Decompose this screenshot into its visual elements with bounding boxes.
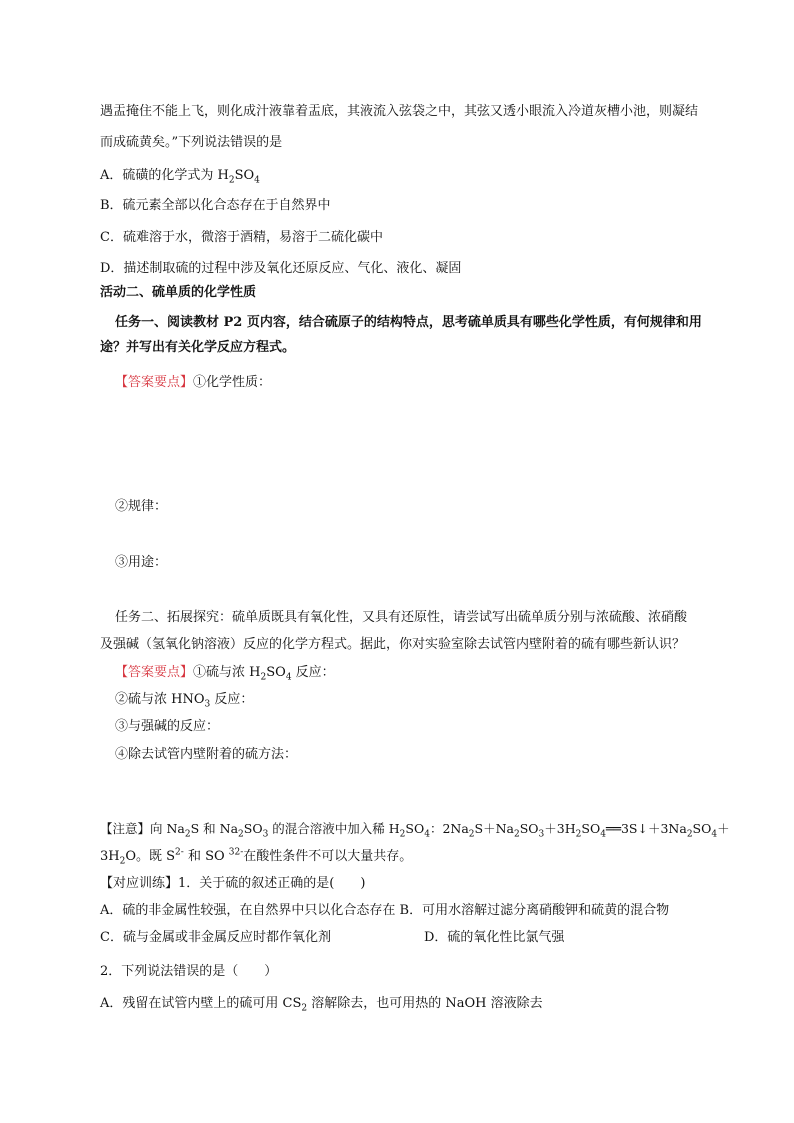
task-two-line-1: 任务二、拓展探究：硫单质既具有氧化性，又具有还原性，请尝试写出硫单质分别与浓硫酸、浓硝酸	[115, 610, 688, 625]
task-two-answer-item-1: 【答案要点】①硫与浓 $H_2SO_4$ 反应：	[115, 665, 335, 683]
task-two-answer-item-3: ③与强碱的反应：	[115, 719, 220, 734]
option-b: B．硫元素全部以化合态存在于自然界中	[100, 198, 331, 213]
task-two-answer-item-4: ④除去试管内壁附着的硫方法：	[115, 747, 298, 762]
task-one-line-2: 途？并写出有关化学反应方程式。	[100, 340, 296, 355]
answer-key-tag: 【答案要点】	[115, 375, 194, 390]
option-a: A．硫磺的化学式为 $H_2SO_4$	[100, 168, 260, 186]
task-one-line-1: 任务一、阅读教材 P2 页内容，结合硫原子的结构特点，思考硫单质具有哪些化学性质，有何规律和用	[115, 315, 702, 330]
option-c: C．硫难溶于水，微溶于酒精，易溶于二硫化碳中	[100, 230, 383, 245]
training-question-2: 2．下列说法错误的是（ ）	[100, 964, 278, 979]
task-one-answer-item-1: 【答案要点】①化学性质：	[115, 375, 272, 390]
passage-line-2: 而成硫黄矣。”下列说法错误的是	[100, 135, 283, 150]
note-line-1: 【注意】向 $Na_2S$ 和 $Na_2SO_3$ 的混合溶液中加入稀 $H_2SO_4$：$2Na_2S+Na_2SO_3+3H_2SO_4══3S↓+3Na_2SO_4+$	[100, 821, 730, 840]
task-two-line-2: 及强碱（氢氧化钠溶液）反应的化学方程式。据此，你对实验室除去试管内壁附着的硫有哪些新认识？	[100, 637, 686, 652]
training-question-1: 【对应训练】1．关于硫的叙述正确的是( )	[100, 876, 366, 891]
training-q1-option-ab: A．硫的非金属性较强，在自然界中只以化合态存在 B．可用水溶解过滤分离硝酸钾和硫黄的混合物	[100, 903, 670, 918]
task-two-answer-item-2: ②硫与浓 $HNO_3$ 反应：	[115, 692, 254, 710]
answer-key-tag: 【答案要点】	[115, 665, 194, 680]
training-q1-option-d: D．硫的氧化性比氯气强	[424, 930, 565, 945]
note-line-2: $3H_2O$。既 $S^{2-}$ 和 SO $^{32-}$在酸性条件不可以大量共存。	[100, 847, 413, 867]
option-d: D．描述制取硫的过程中涉及氧化还原反应、气化、液化、凝固	[100, 261, 462, 276]
task-one-answer-item-3: ③用途：	[115, 555, 168, 570]
passage-line-1: 遇盂掩住不能上飞，则化成汁液靠着盂底，其液流入弦袋之中，其弦又透小眼流入冷道灰槽小池，则凝结	[100, 104, 699, 119]
task-one-answer-item-2: ②规律：	[115, 499, 168, 514]
activity-two-title: 活动二、硫单质的化学性质	[100, 285, 257, 300]
training-q2-option-a: A．残留在试管内壁上的硫可用 $CS_2$ 溶解除去，也可用热的 NaOH 溶液除去	[100, 996, 543, 1014]
training-q1-option-c: C．硫与金属或非金属反应时都作氧化剂	[100, 930, 331, 945]
